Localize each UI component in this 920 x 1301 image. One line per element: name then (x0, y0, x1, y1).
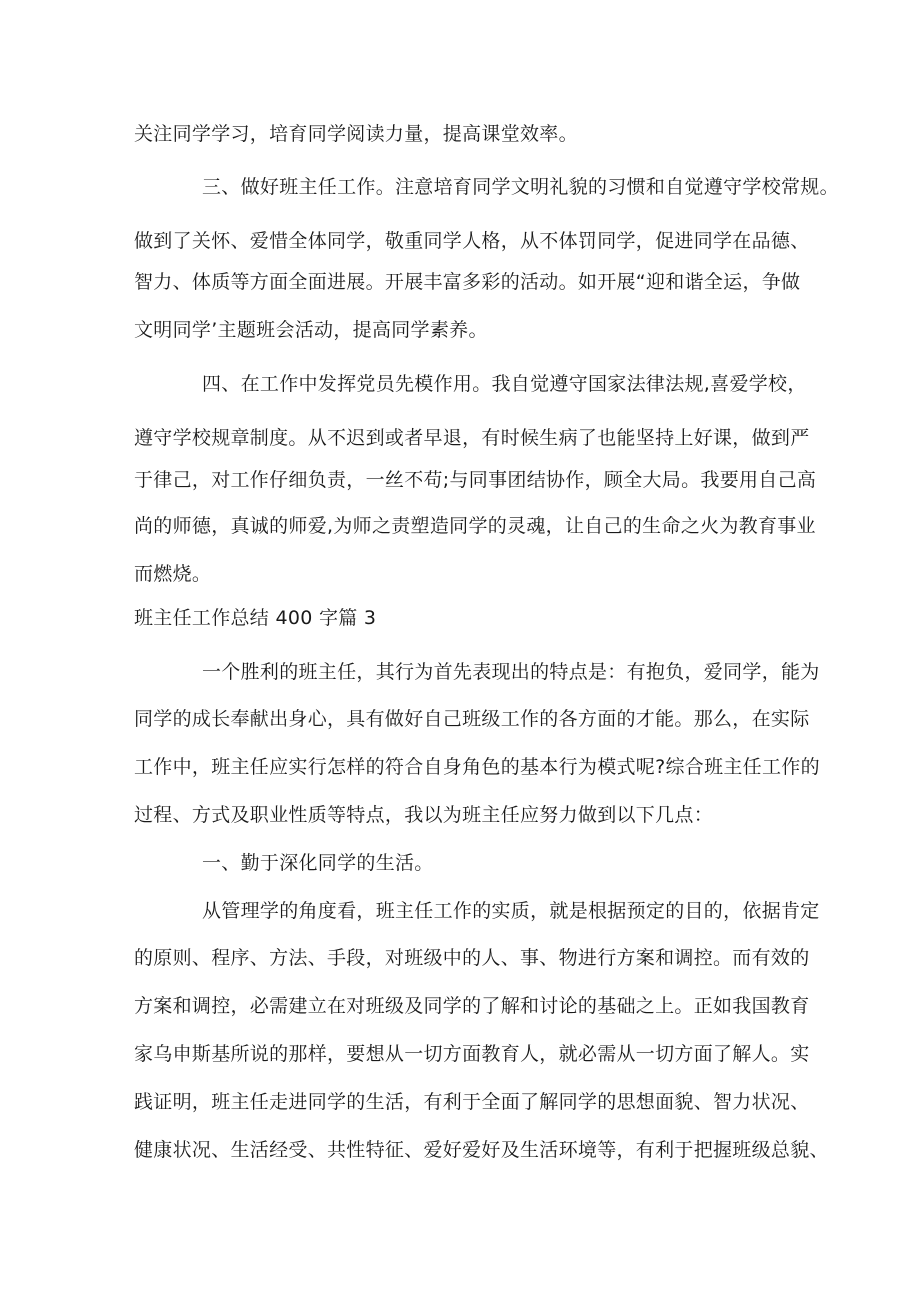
paragraph-start-line: 四、在工作中发挥党员先模作用。我自觉遵守国家法律法规,喜爱学校， (202, 373, 807, 395)
text-line: 过程、方式及职业性质等特点，我以为班主任应努力做到以下几点： (134, 804, 714, 826)
section-heading: 班主任工作总结 400 字篇 3 (134, 607, 377, 629)
paragraph-start-line: 一、勤于深化同学的生活。 (202, 852, 434, 874)
text-line: 同学的成长奉献出身心，具有做好自己班级工作的各方面的才能。那么，在实际 (134, 708, 810, 730)
text-line: 做到了关怀、爱惜全体同学，敬重同学人格，从不体罚同学，促进同学在品德、 (134, 230, 810, 252)
text-line: 家乌申斯基所说的那样，要想从一切方面教育人，就必需从一切方面了解人。实 (134, 1043, 810, 1065)
text-line: 而燃烧。 (134, 563, 212, 585)
text-line: 尚的师德，真诚的师爱,为师之责塑造同学的灵魂，让自己的生命之火为教育事业 (134, 515, 816, 537)
text-line: 智力、体质等方面全面进展。开展丰富多彩的活动。如开展“迎和谐全运，争做 (134, 271, 801, 293)
text-line: 方案和调控，必需建立在对班级及同学的了解和讨论的基础之上。正如我国教育 (134, 995, 810, 1017)
text-line: 的原则、程序、方法、手段，对班级中的人、事、物进行方案和调控。而有效的 (134, 947, 810, 969)
paragraph-start-line: 从管理学的角度看，班主任工作的实质，就是根据预定的目的，依据肯定 (202, 900, 820, 922)
text-line: 文明同学’主题班会活动，提高同学素养。 (134, 319, 488, 341)
text-line: 践证明，班主任走进同学的生活，有利于全面了解同学的思想面貌、智力状况、 (134, 1091, 810, 1113)
text-line: 于律己，对工作仔细负责，一丝不苟;与同事团结协作，顾全大局。我要用自己高 (134, 469, 817, 491)
paragraph-start-line: 三、做好班主任工作。注意培育同学文明礼貌的习惯和自觉遵守学校常规。 (202, 176, 839, 198)
text-line: 工作中，班主任应实行怎样的符合自身角色的基本行为模式呢?综合班主任工作的 (134, 756, 820, 778)
text-line: 健康状况、生活经受、共性特征、爱好爱好及生活环境等，有利于把握班级总貌、 (134, 1139, 829, 1161)
paragraph-start-line: 一个胜利的班主任，其行为首先表现出的特点是：有抱负，爱同学，能为 (202, 661, 820, 683)
text-line: 关注同学学习，培育同学阅读力量，提高课堂效率。 (134, 123, 578, 145)
text-line: 遵守学校规章制度。从不迟到或者早退，有时候生病了也能坚持上好课，做到严 (134, 427, 810, 449)
